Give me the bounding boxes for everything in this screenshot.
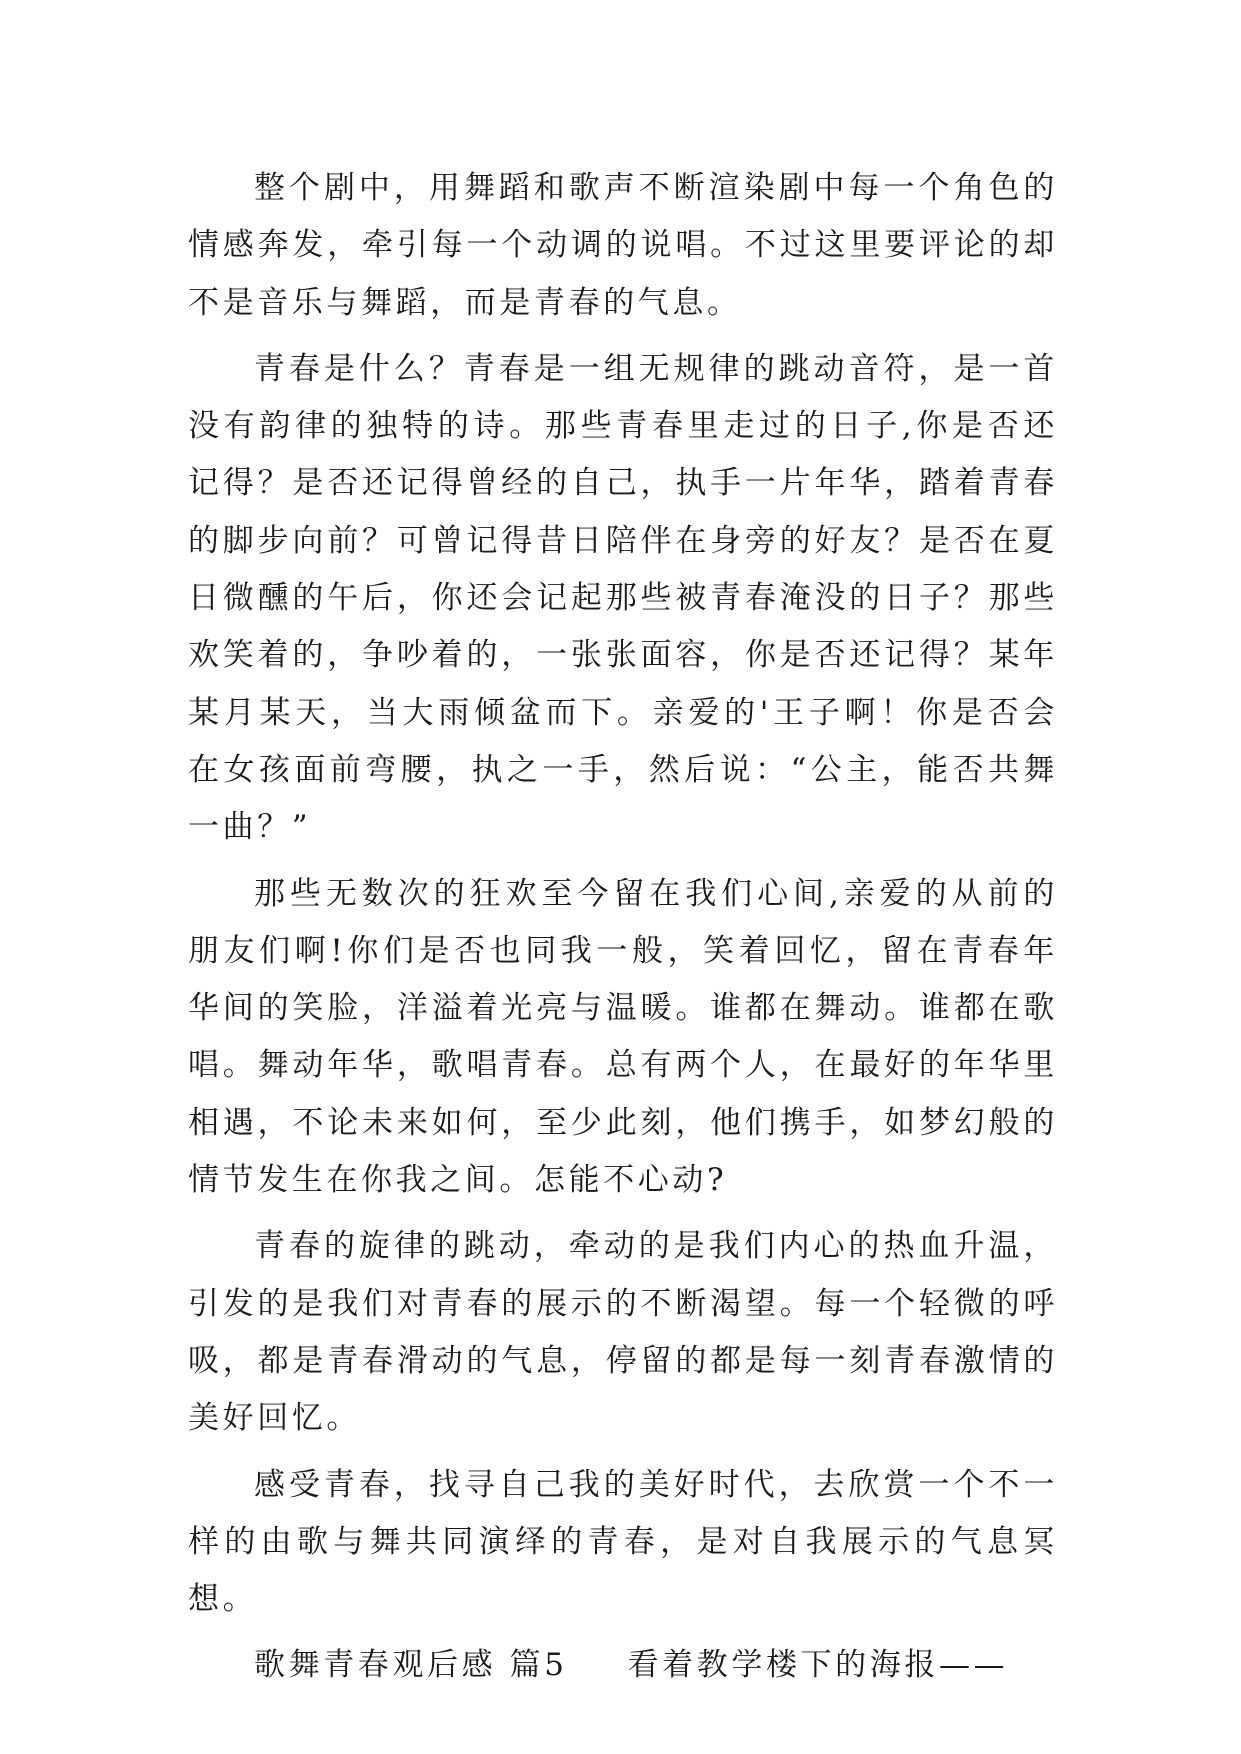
paragraph-4: 青春的旋律的跳动，牵动的是我们内心的热血升温，引发的是我们对青春的展示的不断渴望。每一个轻微的呼吸，都是青春滑动的气息，停留的都是每一刻青春激情的美好回忆。 [188, 1228, 1058, 1437]
paragraph-1: 整个剧中，用舞蹈和歌声不断渲染剧中每一个角色的情感奔发，牵引每一个动调的说唱。不过这里要评论的却不是音乐与舞蹈，而是青春的气息。 [188, 170, 1058, 321]
paragraph-5: 感受青春，找寻自己我的美好时代，去欣赏一个不一样的由歌与舞共同演绎的青春，是对自我展示的气息冥想。 [188, 1466, 1058, 1618]
document-body [188, 160, 1058, 1695]
section-continuation: 看着教学楼下的海报—— [627, 1647, 1009, 1684]
section-title: 歌舞青春观后感 篇5 [254, 1647, 568, 1684]
paragraph-2: 青春是什么？青春是一组无规律的跳动音符，是一首没有韵律的独特的诗。那些青春里走过的日子,你是否还记得？是否还记得曾经的自己，执手一片年华，踏着青春的脚步向前？可曾记得昔日陪伴在身旁的好友？是否在夏日微醺的午后，你还会记起那些被青春淹没的日子？那些欢笑着的，争吵着的，一张张面容，你是否还记得？某年某月某天，当大雨倾盆而下。亲爱的'王子啊！你是否会在女孩面前弯腰，执之一手，然后说：“公主，能否共舞一曲？” [188, 350, 1058, 846]
paragraph-3: 那些无数次的狂欢至今留在我们心间,亲爱的从前的朋友们啊!你们是否也同我一般，笑着回忆，留在青春年华间的笑脸，洋溢着光亮与温暖。谁都在舞动。谁都在歌唱。舞动年华，歌唱青春。总有两个人，在最好的年华里相遇，不论未来如何，至少此刻，他们携手，如梦幻般的情节发生在你我之间。怎能不心动? [188, 875, 1058, 1199]
section-heading-line [188, 1637, 1058, 1694]
